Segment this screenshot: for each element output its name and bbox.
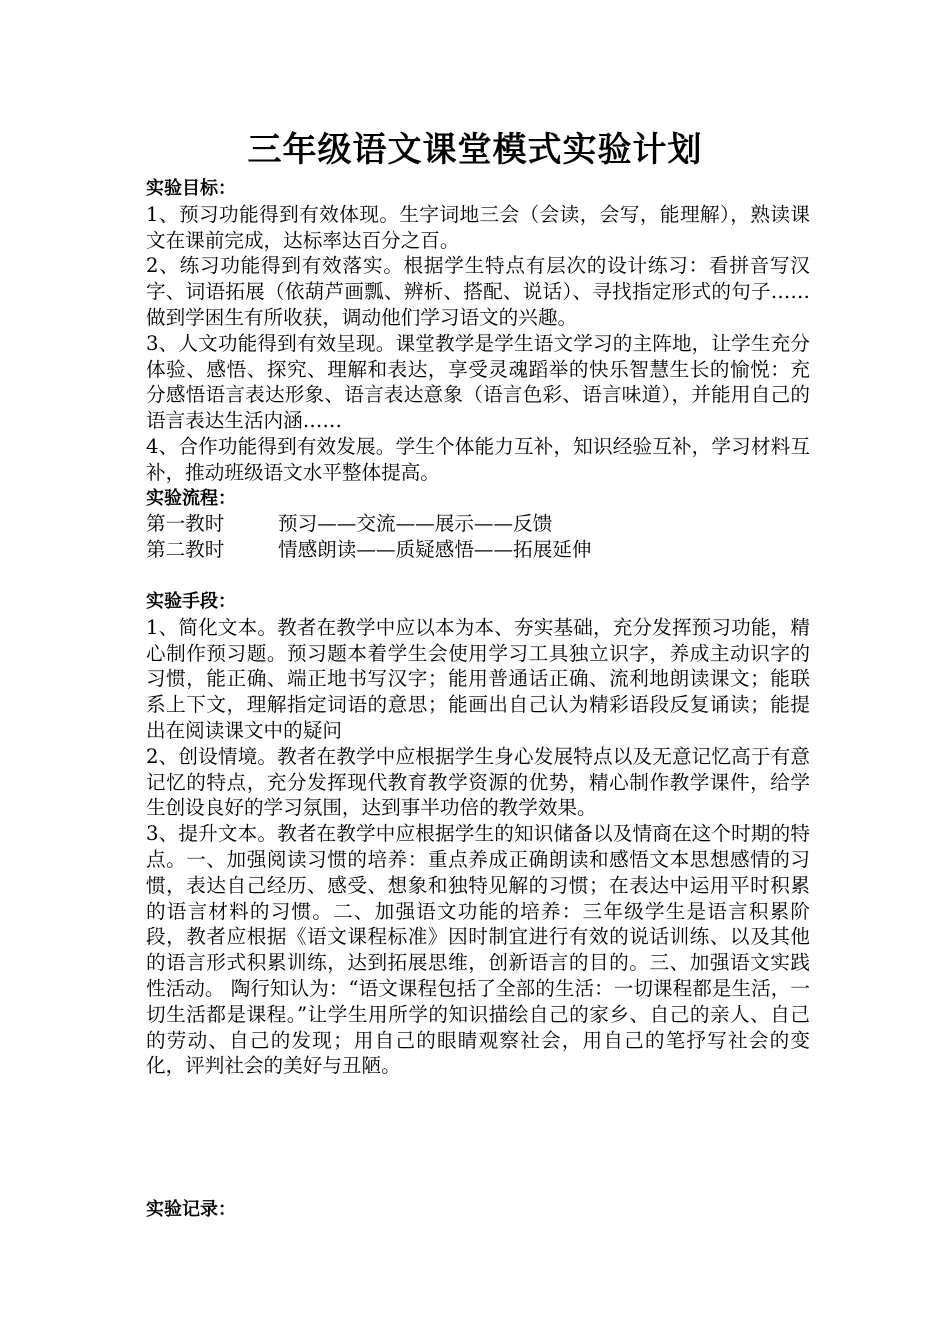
records-heading: 实验记录： xyxy=(146,1199,236,1221)
process-steps-2: 情感朗读——质疑感悟——拓展延伸 xyxy=(278,538,592,562)
document-title: 三年级语文课堂模式实验计划 xyxy=(247,130,703,170)
method-item-1: 1、简化文本。教者在教学中应以本为本、夯实基础，充分发挥预习功能，精心制作预习题。预习题本着学生会使用学习工具独立识字，养成主动识字的习惯，能正确、端正地书写汉字；能用普通话正确、流利地朗读课文；能联系上下文，理解指定词语的意思；能画出自己认为精彩语段反复诵读；能提出在阅读课文中的疑问 xyxy=(146,615,810,742)
process-heading: 实验流程： xyxy=(146,487,236,509)
process-period-2: 第二教时 xyxy=(146,538,225,562)
goal-item-3: 3、人文功能得到有效呈现。课堂教学是学生语文学习的主阵地，让学生充分体验、感悟、探究、理解和表达，享受灵魂蹈举的快乐智慧生长的愉悦：充分感悟语言表达形象、语言表达意象（语言色彩、语言味道），并能用自己的语言表达生活内涵…… xyxy=(146,331,810,433)
process-row-1 xyxy=(146,511,810,537)
process-row-2 xyxy=(146,537,810,563)
method-item-2: 2、创设情境。教者在教学中应根据学生身心发展特点以及无意记忆高于有意记忆的特点，充分发挥现代教育教学资源的优势，精心制作教学课件，给学生创设良好的学习氛围，达到事半功倍的教学效果。 xyxy=(146,744,810,820)
method-item-3: 3、提升文本。教者在教学中应根据学生的知识储备以及情商在这个时期的特点。一、加强阅读习惯的培养：重点养成正确朗读和感悟文本思想感情的习惯，表达自己经历、感受、想象和独特见解的习惯；在表达中运用平时积累的语言材料的习惯。二、加强语文功能的培养：三年级学生是语言积累阶段，教者应根据《语文课程标准》因时制宜进行有效的说话训练、以及其他的语言形式积累训练，达到拓展思维，创新语言的目的。三、加强语文实践性活动。 陶行知认为：“语文课程包括了全部的生活：一切课程都是生活，一切生活都是课程。”让学生用所学的知识描绘自己的家乡、自己的亲人、自己的劳动、自己的发现；用自己的眼睛观察社会，用自己的笔抒写社会的变化，评判社会的美好与丑陋。 xyxy=(146,822,810,1078)
goal-item-2: 2、练习功能得到有效落实。根据学生特点有层次的设计练习：看拼音写汉字、词语拓展（依葫芦画瓢、辨析、搭配、说话）、寻找指定形式的句子……做到学困生有所收获，调动他们学习语文的兴趣。 xyxy=(146,254,810,329)
goals-heading: 实验目标： xyxy=(146,178,236,199)
spacer xyxy=(146,563,810,589)
process-period-1: 第一教时 xyxy=(146,512,225,536)
goal-item-4: 4、合作功能得到有效发展。学生个体能力互补，知识经验互补，学习材料互补，推动班级语文水平整体提高。 xyxy=(146,434,810,484)
document-body xyxy=(146,176,810,1223)
spacer xyxy=(146,1079,810,1197)
process-steps-1: 预习——交流——展示——反馈 xyxy=(278,512,553,536)
goal-item-1: 1、预习功能得到有效体现。生字词地三会（会读，会写，能理解），熟读课文在课前完成，达标率达百分之百。 xyxy=(146,202,810,252)
methods-heading: 实验手段： xyxy=(146,590,236,612)
